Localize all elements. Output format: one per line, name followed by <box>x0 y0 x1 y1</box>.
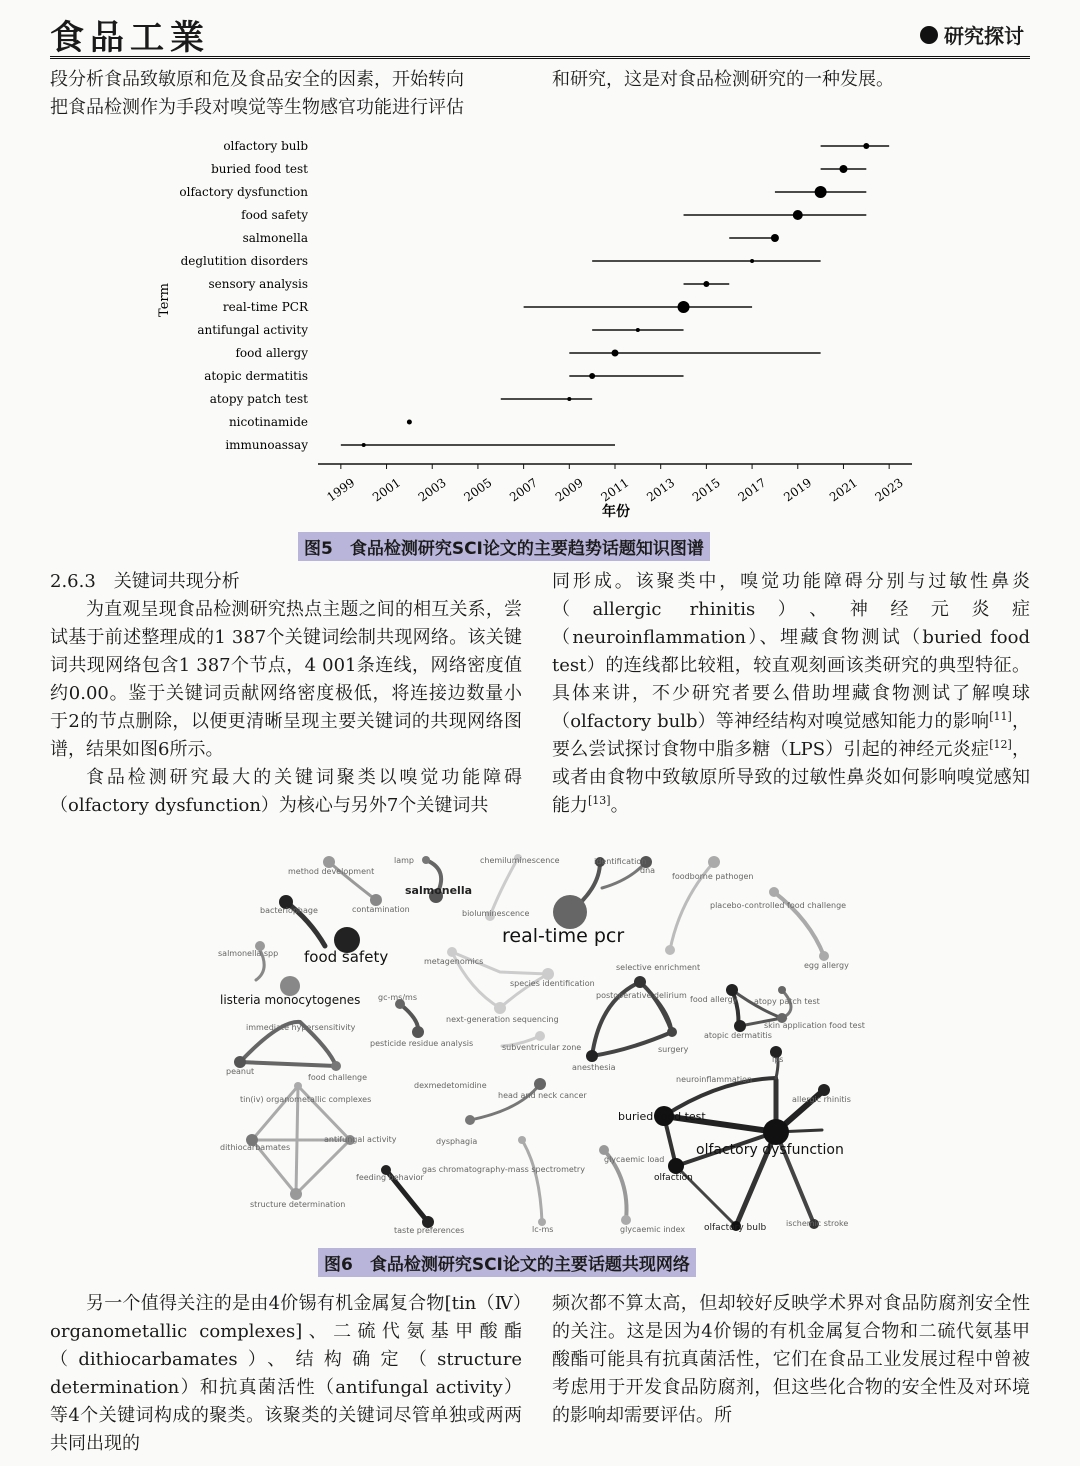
node-label: listeria monocytogenes <box>220 993 361 1007</box>
term-median-point <box>750 259 754 263</box>
paragraph: 另一个值得关注的是由4价锡有机金属复合物[tin（Ⅳ）organometallic complexes]、二硫代氨基甲酸酯（dithiocarbamates）、结构确定（structure determination）和抗真菌活性（antifungal activity）等4个关键词构成的聚类。该聚类的关键词尽管单独或两两共同出现的 <box>50 1293 522 1454</box>
section-tag <box>920 20 1024 49</box>
term-label: olfactory dysfunction <box>179 185 308 199</box>
node-label: placebo-controlled food challenge <box>710 901 847 910</box>
term-label: atopic dermatitis <box>204 369 308 383</box>
node-label: olfactory dysfunction <box>696 1142 844 1158</box>
node-label: immediate hypersensitivity <box>246 1023 356 1032</box>
node-label: allergic rhinitis <box>792 1095 851 1104</box>
node-label: food allergy <box>690 995 738 1004</box>
bottom-right-text <box>552 1290 1030 1430</box>
section-263-right <box>552 568 1030 820</box>
bottom-left-text <box>50 1290 522 1458</box>
node-label: method development <box>288 867 375 876</box>
node-label: structure determination <box>250 1200 346 1209</box>
x-tick-label: 2023 <box>872 475 906 505</box>
node-label: glycaemic load <box>604 1155 665 1164</box>
term-median-point <box>839 165 847 173</box>
term-label: sensory analysis <box>208 277 308 291</box>
node-label: bacteriophage <box>260 906 318 915</box>
figure6-caption: 图6 食品检测研究SCI论文的主要话题共现网络 <box>318 1248 696 1277</box>
section-label: 研究探讨 <box>944 24 1024 48</box>
node-label: food safety <box>304 948 389 966</box>
x-tick-label: 2001 <box>370 475 404 505</box>
term-label: food safety <box>241 208 308 222</box>
node-label: taste preferences <box>394 1226 465 1235</box>
node-label: bioluminescence <box>462 909 530 918</box>
node-label: lamp <box>394 856 414 865</box>
x-axis-label: 年份 <box>602 504 630 520</box>
text-run: ，要么尝试探讨食物中脂多糖（LPS）引起的神经元炎症 <box>552 711 1030 760</box>
x-tick-label: 2015 <box>689 475 723 505</box>
node-label: salmonella <box>405 884 473 897</box>
paragraph <box>552 568 1030 820</box>
node-label: skin application food test <box>764 1021 865 1030</box>
node-label: subventricular zone <box>502 1043 582 1052</box>
node-label: head and neck cancer <box>498 1091 587 1100</box>
node-label: peanut <box>226 1067 255 1076</box>
cooccurrence-network <box>200 840 890 1240</box>
node-label: next-generation sequencing <box>446 1015 559 1024</box>
text-run: 。 <box>610 795 629 816</box>
node-label: glycaemic index <box>620 1225 686 1234</box>
citation-ref[interactable]: [12] <box>989 738 1012 751</box>
term-median-point <box>815 186 827 198</box>
node-label: surgery <box>658 1045 689 1054</box>
term-median-point <box>703 281 709 287</box>
node-label: atopic dermatitis <box>704 1031 772 1040</box>
term-label: immunoassay <box>225 438 308 452</box>
text-run: 同形成。该聚类中，嗅觉功能障碍分别与过敏性鼻炎（allergic rhinitis）、神经元炎症（neuroinflammation）、埋藏食物测试（buried food test）的连线都比较粗，较直观刻画该类研究的典型特征。具体来讲，不少研究者要么借助埋藏食物测试了解嗅球（olfactory bulb）等神经结构对嗅觉感知能力的影响 <box>552 571 1030 732</box>
trend-topic-chart <box>150 128 930 528</box>
term-label: atopy patch test <box>209 392 308 406</box>
node-label: anesthesia <box>572 1063 616 1072</box>
citation-ref[interactable]: [13] <box>588 794 611 807</box>
paragraph: 为直观呈现食品检测研究热点主题之间的相互关系，尝试基于前述整理成的1 387个关键词绘制共现网络。该关键词共现网络包含1 387个节点，4 001条连线，网络密度值约0.00。鉴于关键词贡献网络密度极低，将连接边数量小于2的节点删除，以便更清晰呈现主要关键词的共现网络图谱，结果如图6所示。 <box>50 599 522 760</box>
node-label: lps <box>772 1055 784 1064</box>
term-median-point <box>636 328 640 332</box>
node-label: neuroinflammation <box>676 1075 753 1084</box>
term-median-point <box>771 234 779 242</box>
node-label: egg allergy <box>804 961 849 970</box>
x-tick-label: 2017 <box>735 475 769 505</box>
citation-ref[interactable]: [11] <box>989 710 1012 723</box>
node-label: chemiluminescence <box>480 856 560 865</box>
term-median-point <box>612 350 619 357</box>
x-tick-label: 2013 <box>644 475 678 505</box>
node-label: atopy patch test <box>754 997 820 1006</box>
text-line: 和研究，这是对食品检测研究的一种发展。 <box>552 69 894 90</box>
y-axis-label: Term <box>157 283 172 317</box>
term-label: nicotinamide <box>228 415 308 429</box>
text-line: 把食品检测作为手段对嗅觉等生物感官功能进行评估 <box>50 97 464 118</box>
term-label: deglutition disorders <box>180 254 308 268</box>
node-label: dysphagia <box>436 1137 478 1146</box>
node-label: buried food test <box>618 1110 706 1123</box>
node-label: olfactory bulb <box>704 1223 767 1233</box>
term-median-point <box>407 420 412 425</box>
figure5-caption: 图5 食品检测研究SCI论文的主要趋势话题知识图谱 <box>298 532 710 561</box>
node-label: dna <box>640 866 656 875</box>
term-median-point <box>589 373 595 379</box>
node-label: feeding behavior <box>356 1173 424 1182</box>
node-label: pesticide residue analysis <box>370 1039 474 1048</box>
node-label: dithiocarbamates <box>220 1143 291 1152</box>
term-label: antifungal activity <box>197 323 308 337</box>
node-label: lc-ms <box>532 1225 554 1234</box>
node-label: ischemic stroke <box>786 1219 849 1228</box>
x-tick-label: 2021 <box>826 475 860 505</box>
top-right-text <box>552 66 1030 94</box>
journal-logo: 食品工業 <box>50 18 210 58</box>
node-label: gc-ms/ms <box>378 993 417 1002</box>
term-median-point <box>863 143 869 149</box>
term-median-point <box>793 210 803 220</box>
x-tick-label: 2005 <box>461 475 495 505</box>
section-263-left <box>50 568 522 820</box>
node-label: metagenomics <box>424 957 484 966</box>
node-label: species identification <box>510 979 595 988</box>
term-label: salmonella <box>242 231 308 245</box>
x-tick-label: 2003 <box>415 475 449 505</box>
top-left-text <box>50 66 522 122</box>
term-label: food allergy <box>235 346 308 360</box>
section-heading: 2.6.3 关键词共现分析 <box>50 571 240 592</box>
node-label: antifungal activity <box>324 1135 397 1144</box>
term-label: buried food test <box>211 162 308 176</box>
node-label: selective enrichment <box>616 963 701 972</box>
node-label: salmonella spp <box>218 949 279 958</box>
node-label: foodborne pathogen <box>672 872 754 881</box>
term-median-point <box>678 301 690 313</box>
node-label: real-time pcr <box>502 925 625 947</box>
bullet-dot-icon <box>920 26 938 44</box>
node-label: gas chromatography-mass spectrometry <box>422 1165 585 1174</box>
x-tick-label: 2019 <box>781 475 815 505</box>
node-label: dexmedetomidine <box>414 1081 487 1090</box>
term-label: real-time PCR <box>222 300 308 314</box>
x-tick-label: 2009 <box>552 475 586 505</box>
x-tick-label: 2007 <box>507 475 541 505</box>
term-median-point <box>567 397 571 401</box>
paragraph: 食品检测研究最大的关键词聚类以嗅觉功能障碍（olfactory dysfunction）为核心与另外7个关键词共 <box>50 767 522 816</box>
header-rule <box>50 56 1030 59</box>
term-median-point <box>362 443 366 447</box>
node-label: tin(iv) organometallic complexes <box>240 1095 372 1104</box>
node-label: postoperative delirium <box>596 991 687 1000</box>
text-run: ，或者由食物中致敏原所导致的过敏性鼻炎如何影响嗅觉感知能力 <box>552 739 1030 816</box>
x-tick-label: 2011 <box>598 475 632 505</box>
node-label: food challenge <box>308 1073 368 1082</box>
text-line: 段分析食品致敏原和危及食品安全的因素，开始转向 <box>50 69 464 90</box>
x-tick-label: 1999 <box>324 475 358 505</box>
node-label: olfaction <box>654 1173 693 1183</box>
node-label: identification <box>594 857 647 866</box>
paragraph: 频次都不算太高，但却较好反映学术界对食品防腐剂安全性的关注。这是因为4价锡的有机金属复合物和二硫代氨基甲酸酯可能具有抗真菌活性，它们在食品工业发展过程中曾被考虑用于开发食品防腐剂，但这些化合物的安全性及对环境的影响却需要评估。所 <box>552 1293 1030 1426</box>
term-label: olfactory bulb <box>223 139 308 153</box>
node-label: contamination <box>352 905 410 914</box>
